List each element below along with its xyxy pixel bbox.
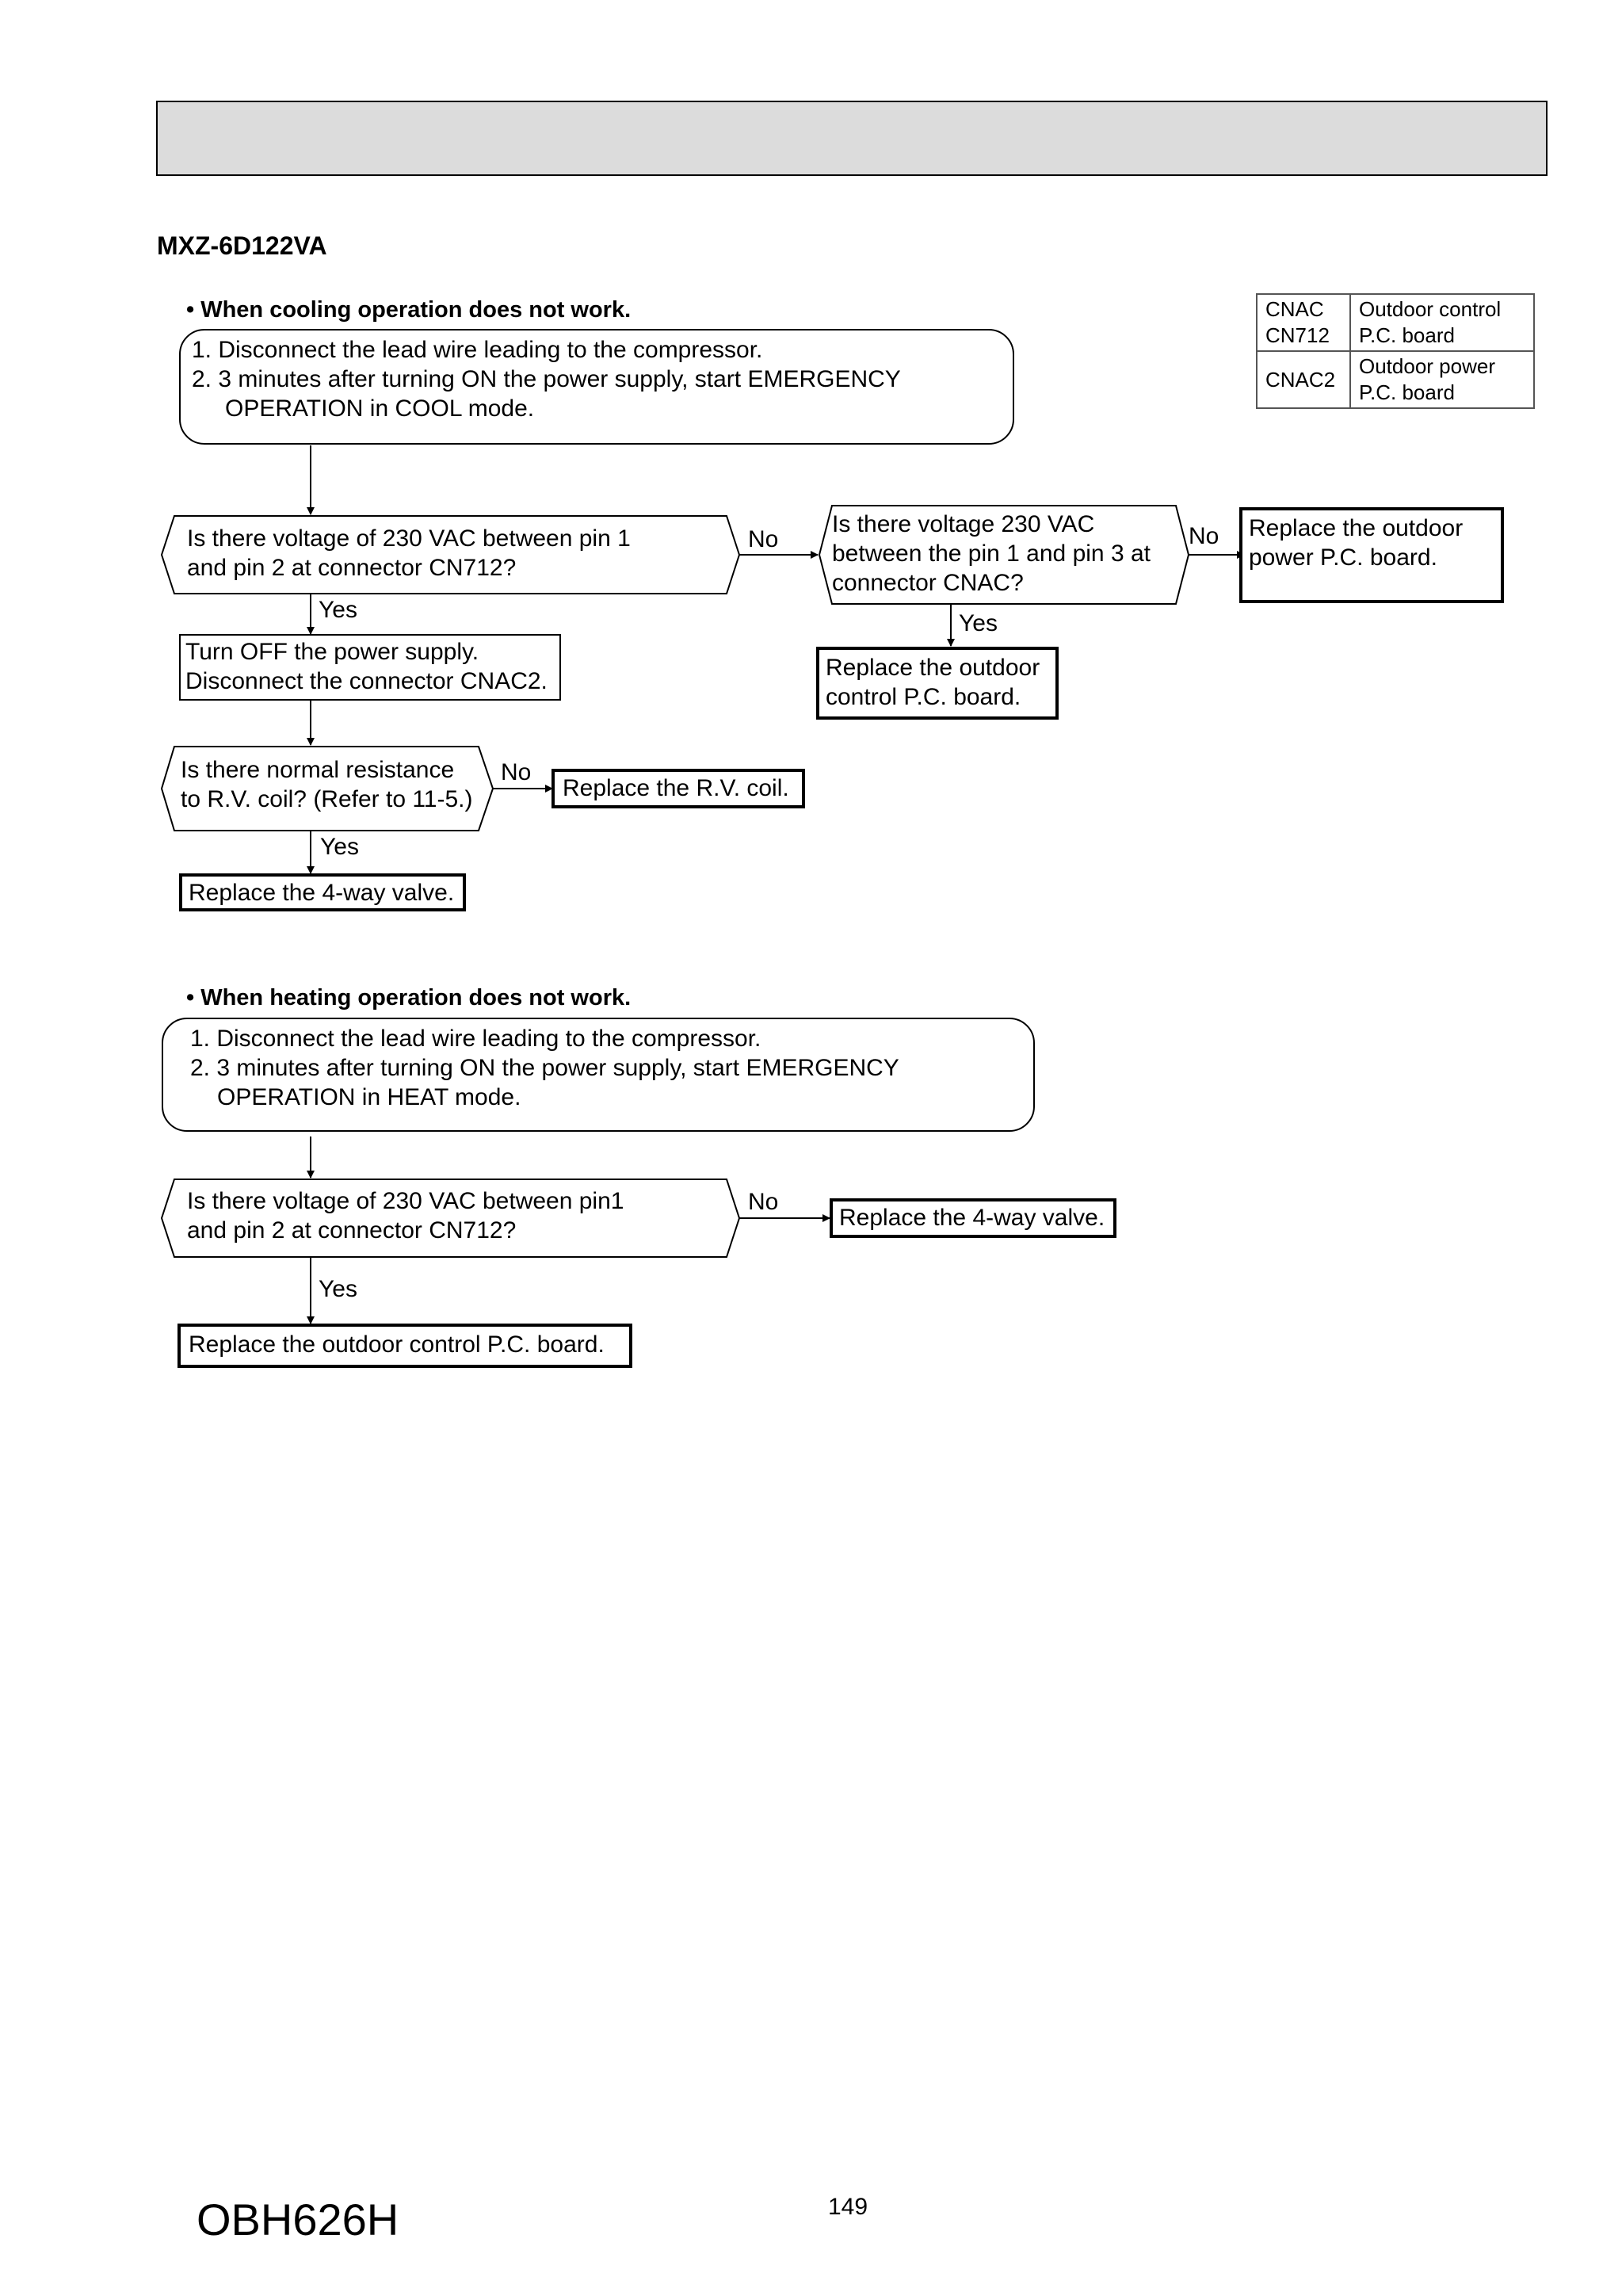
label-no: No <box>748 526 779 552</box>
heating-section-title: • When heating operation does not work. <box>186 985 632 1010</box>
replace-control-board-box: Replace the outdoor control P.C. board. <box>816 647 1059 720</box>
label-yes: Yes <box>319 1276 357 1302</box>
label-no: No <box>1189 523 1219 549</box>
cool-q1-text: Is there voltage of 230 VAC between pin 1 and pin 2 at connector CN712? <box>187 525 631 581</box>
label-no: No <box>748 1189 779 1215</box>
document-code: OBH626H <box>197 2195 399 2244</box>
label-no: No <box>501 759 532 785</box>
heat-replace-4way-valve-box: Replace the 4-way valve. <box>830 1198 1116 1238</box>
heating-start-box <box>162 1018 1035 1132</box>
legend-value: Outdoor control P.C. board <box>1350 294 1534 351</box>
cooling-section-title: • When cooling operation does not work. <box>186 297 632 323</box>
heating-start-line: 1. Disconnect the lead wire leading to the compressor. <box>190 1026 761 1052</box>
heating-start-line: OPERATION in HEAT mode. <box>217 1084 521 1110</box>
cooling-start-box <box>179 329 1014 445</box>
heat-q1-text: Is there voltage of 230 VAC between pin1 and pin 2 at connector CN712? <box>187 1188 624 1244</box>
page-number: 149 <box>828 2194 868 2220</box>
legend-key: CNAC CN712 <box>1257 294 1350 351</box>
heating-start-line: 2. 3 minutes after turning ON the power supply, start EMERGENCY <box>190 1055 899 1081</box>
cooling-start-line: OPERATION in COOL mode. <box>225 395 535 422</box>
model-title: MXZ-6D122VA <box>157 231 327 260</box>
replace-power-board-box: Replace the outdoor power P.C. board. <box>1239 507 1504 603</box>
replace-rv-coil-box: Replace the R.V. coil. <box>551 769 805 808</box>
cool-q3-text: Is there normal resistance to R.V. coil? (Refer to 11-5.) <box>181 757 473 812</box>
label-yes: Yes <box>319 597 357 623</box>
label-yes: Yes <box>959 610 998 636</box>
heat-replace-control-board-box: Replace the outdoor control P.C. board. <box>177 1324 632 1368</box>
legend-key: CNAC2 <box>1257 351 1350 408</box>
replace-4way-valve-box: Replace the 4-way valve. <box>179 873 466 911</box>
label-yes: Yes <box>320 834 359 860</box>
cool-q2-text: Is there voltage 230 VAC between the pin 1 and pin 3 at connector CNAC? <box>832 511 1151 596</box>
cooling-start-line: 2. 3 minutes after turning ON the power supply, start EMERGENCY <box>192 366 901 392</box>
turn-off-power-box: Turn OFF the power supply. Disconnect the connector CNAC2. <box>179 634 561 701</box>
cooling-start-line: 1. Disconnect the lead wire leading to the compressor. <box>192 337 763 363</box>
legend-value: Outdoor power P.C. board <box>1350 351 1534 408</box>
